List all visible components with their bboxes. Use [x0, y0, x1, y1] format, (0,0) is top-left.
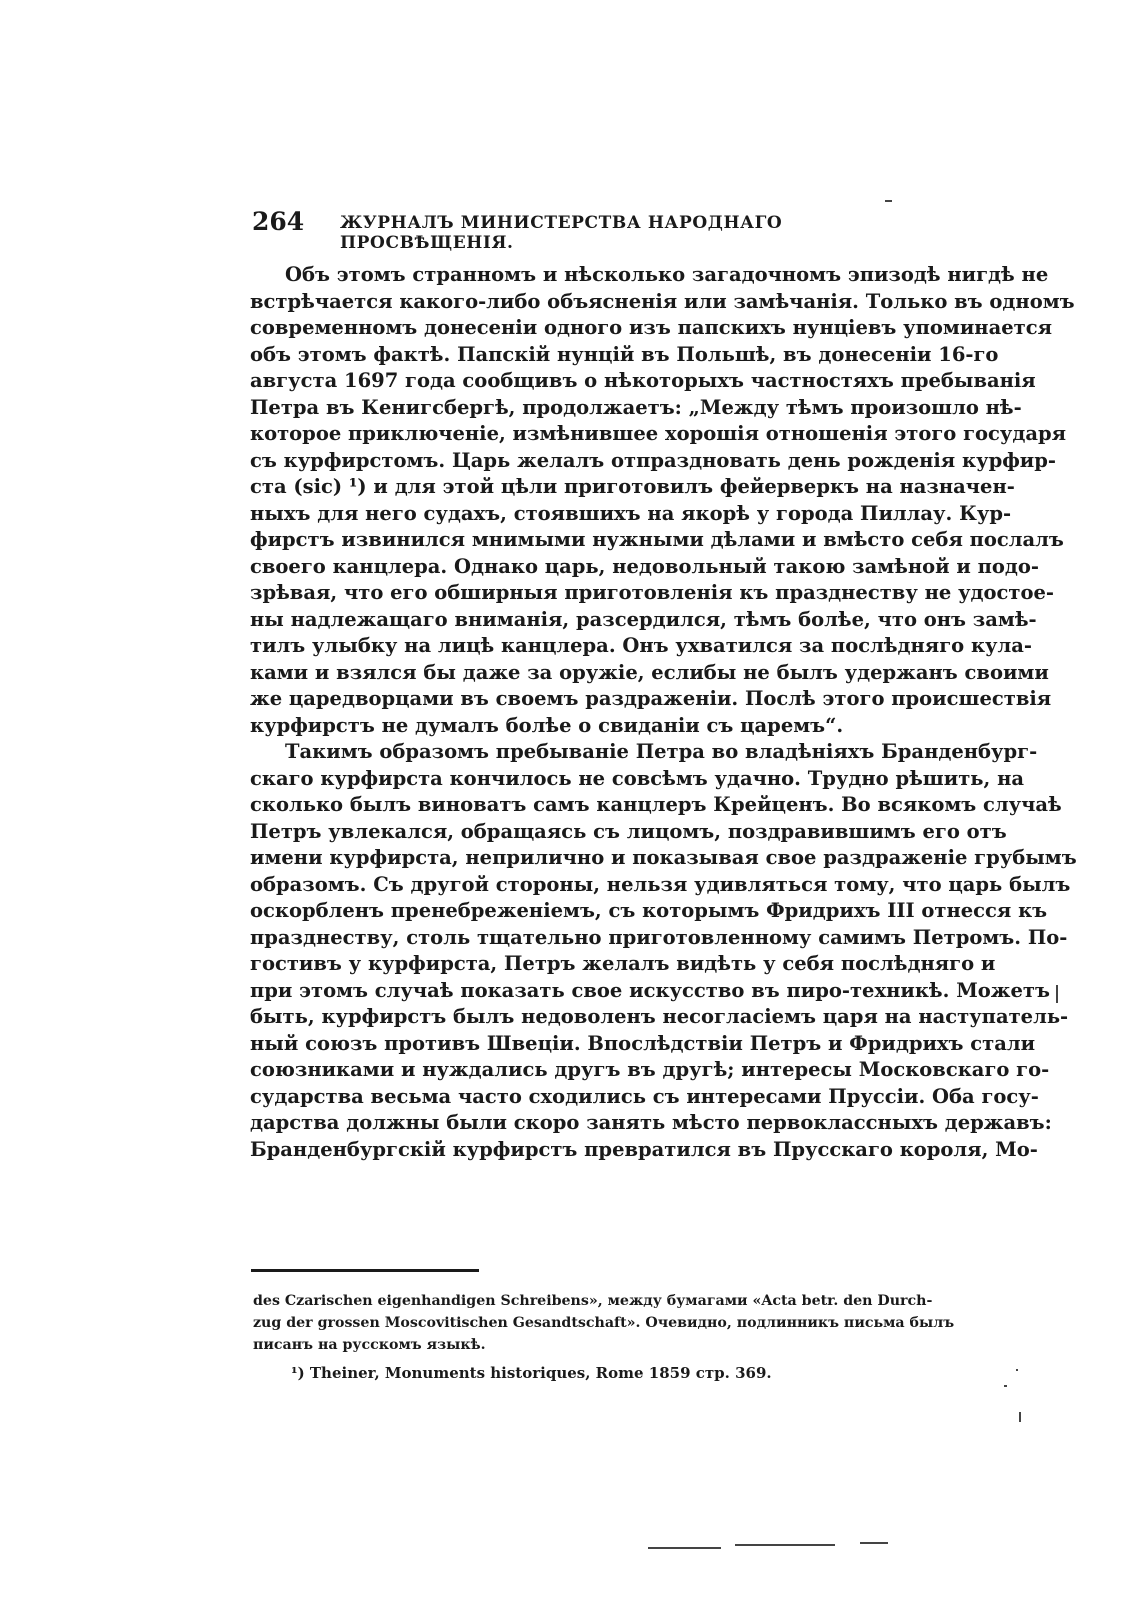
- text-line: Такимъ образомъ пребываніе Петра во владѣніяхъ Бранденбург-: [285, 740, 1038, 763]
- scan-artifact: [1056, 985, 1058, 1003]
- text-line: ны надлежащаго вниманія, разсердился, тѣмъ болѣе, что онъ замѣ-: [250, 607, 1037, 631]
- footnote-divider: [251, 1269, 479, 1272]
- scan-artifact: [1016, 1369, 1018, 1371]
- text-line: сударства весьма часто сходились съ интересами Пруссіи. Оба госу-: [250, 1084, 1039, 1108]
- text-line: съ курфирстомъ. Царь желалъ отпраздновать день рожденія курфир-: [250, 448, 1056, 472]
- text-line: курфирстъ не думалъ болѣе о свиданіи съ царемъ“.: [250, 713, 844, 737]
- text-line: оскорбленъ пренебреженіемъ, съ которымъ Фридрихъ III отнесся къ: [250, 899, 1048, 922]
- text-line: быть, курфирстъ былъ недоволенъ несогласіемъ царя на наступатель-: [250, 1005, 1069, 1028]
- text-line: празднеству, столь тщательно приготовленному самимъ Петромъ. По-: [250, 925, 1068, 949]
- text-line: Бранденбургскій курфирстъ превратился въ Прусскаго короля, Мо-: [250, 1137, 1038, 1161]
- text-line: объ этомъ фактѣ. Папскій нунцій въ Польшѣ, въ донесеніи 16-го: [250, 342, 999, 366]
- text-line: ныхъ для него судахъ, стоявшихъ на якорѣ у города Пиллау. Кур-: [250, 501, 1012, 525]
- footnote-line: des Czarischen eigenhandigen Schreibens», между бумагами «Acta betr. den Durch-: [253, 1293, 933, 1309]
- text-line: образомъ. Съ другой стороны, нельзя удивляться тому, что царь былъ: [250, 872, 1071, 896]
- text-line: при этомъ случаѣ показать свое искусство въ пиро-техникѣ. Можетъ: [250, 978, 1050, 1002]
- footnote-1: ¹) Theiner, Monuments historiques, Rome 1859 стр. 369.: [291, 1364, 772, 1382]
- page-number: 264: [252, 207, 305, 236]
- footnote-line: писанъ на русскомъ языкѣ.: [253, 1337, 486, 1353]
- text-line: тилъ улыбку на лицѣ канцлера. Онъ ухватился за послѣдняго кула-: [250, 634, 1032, 657]
- text-line: которое приключеніе, измѣнившее хорошія отношенія этого государя: [250, 422, 1067, 445]
- body-text: [250, 262, 1077, 1163]
- text-line: современномъ донесеніи одного изъ папскихъ нунціевъ упоминается: [250, 316, 1052, 339]
- text-line: ста (sic) ¹) и для этой цѣли приготовилъ фейерверкъ на назначен-: [250, 475, 1015, 498]
- text-line: августа 1697 года сообщивъ о нѣкоторыхъ частностяхъ пребыванія: [250, 369, 1036, 392]
- text-line: союзниками и нуждались другъ въ другѣ; интересы Московскаго го-: [250, 1058, 1050, 1081]
- text-line: Петра въ Кенигсбергѣ, продолжаетъ: „Между тѣмъ произошло нѣ-: [250, 395, 1022, 419]
- footnotes: [253, 1290, 973, 1384]
- scan-artifact: [1004, 1385, 1007, 1387]
- text-line: Объ этомъ странномъ и нѣсколько загадочномъ эпизодѣ нигдѣ не: [285, 263, 1049, 286]
- text-line: сколько былъ виноватъ самъ канцлеръ Крейценъ. Во всякомъ случаѣ: [250, 793, 1062, 816]
- text-line: имени курфирста, неприлично и показывая свое раздраженіе грубымъ: [250, 846, 1077, 869]
- scan-artifact: [735, 1544, 835, 1546]
- text-line: ками и взялся бы даже за оружіе, еслибы не былъ удержанъ своими: [250, 660, 1049, 684]
- running-title: ЖУРНАЛЪ МИНИСТЕРСТВА НАРОДНАГО ПРОСВѢЩЕНІЯ.: [340, 213, 783, 253]
- text-line: фирстъ извинился мнимыми нужными дѣлами и вмѣсто себя послалъ: [250, 528, 1064, 551]
- text-line: встрѣчается какого-либо объясненія или замѣчанія. Только въ одномъ: [250, 289, 1075, 313]
- text-line: дарства должны были скоро занять мѣсто первоклассныхъ державъ:: [250, 1111, 1052, 1134]
- scan-artifact: [648, 1547, 721, 1549]
- footnote-line: zug der grossen Moscovitischen Gesandtschaft». Очевидно, подлинникъ письма былъ: [253, 1315, 955, 1331]
- text-line: скаго курфирста кончилось не совсѣмъ удачно. Трудно рѣшить, на: [250, 766, 1025, 790]
- scan-artifact: [860, 1542, 888, 1544]
- text-line: гостивъ у курфирста, Петръ желалъ видѣть у себя послѣдняго и: [250, 952, 996, 975]
- text-line: своего канцлера. Однако царь, недовольный такою замѣной и подо-: [250, 554, 1040, 578]
- page-header: [252, 207, 900, 253]
- text-line: же царедворцами въ своемъ раздраженіи. Послѣ этого происшествія: [250, 687, 1052, 710]
- scan-artifact: [1019, 1412, 1021, 1422]
- scan-artifact: [885, 200, 892, 202]
- text-line: Петръ увлекался, обращаясь съ лицомъ, поздравившимъ его отъ: [250, 819, 1007, 843]
- text-line: ный союзъ противъ Швеціи. Впослѣдствіи Петръ и Фридрихъ стали: [250, 1031, 1036, 1055]
- text-line: зрѣвая, что его обширныя приготовленія къ празднеству не удостое-: [250, 581, 1055, 604]
